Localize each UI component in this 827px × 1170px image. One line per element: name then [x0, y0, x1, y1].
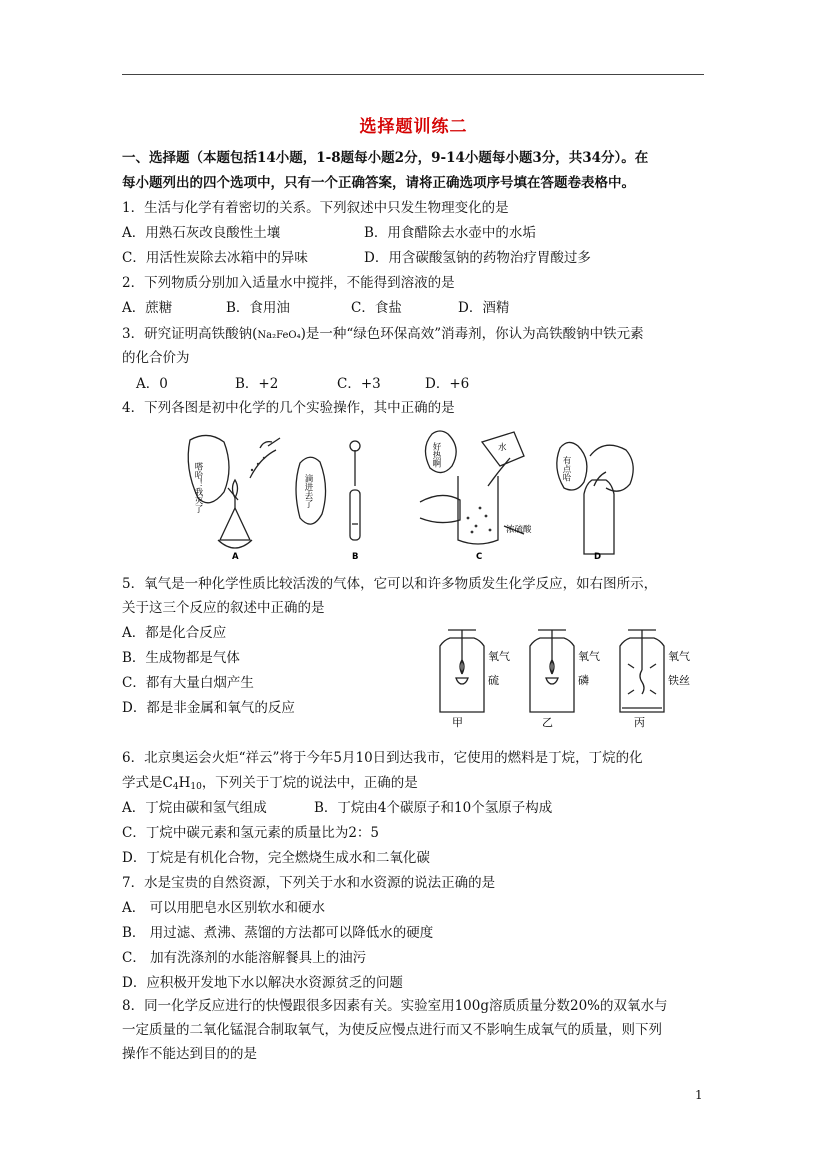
q7-option-d: D．应积极开发地下水以解决水资源贫乏的问题 [122, 975, 403, 991]
q1-option-c: C．用活性炭除去冰箱中的异味 [122, 250, 308, 266]
q3-stem [122, 324, 644, 346]
q7-option-a: A． 可以用肥皂水区别软水和硬水 [122, 900, 326, 916]
q7-stem: 7．水是宝贵的自然资源，下列关于水和水资源的说法正确的是 [122, 875, 496, 891]
q2-stem: 2．下列物质分别加入适量水中搅拌，不能得到溶液的是 [122, 275, 455, 291]
q6-stem-line1: 6．北京奥运会火炬“祥云”将于今年5月10日到达我市，它使用的燃料是丁烷，丁烷的化 [122, 750, 643, 766]
water-label: 水 [498, 443, 507, 453]
header-rule [122, 74, 704, 75]
q4-experiment-figure [180, 428, 650, 563]
oxygen-label-2: 氧气 [578, 650, 600, 663]
q4-stem: 4．下列各图是初中化学的几个实验操作，其中正确的是 [122, 400, 455, 416]
q6-option-a: A．丁烷由碳和氢气组成 [122, 800, 267, 816]
q6-stem2-post: ，下列关于丁烷的说法中，正确的是 [201, 775, 418, 791]
q3-formula: Na₂FeO₄ [257, 330, 301, 341]
bubble-a-text: 嗒哈！我灭了 [193, 462, 203, 513]
q6-options-row1 [122, 798, 552, 818]
iron-label: 铁丝 [668, 674, 690, 687]
q5-stem-line1: 5．氧气是一种化学性质比较活泼的气体，它可以和许多物质发生化学反应，如右图所示， [122, 576, 658, 592]
fig-label-b: B [352, 552, 359, 562]
q3-option-c: C．+3 [337, 376, 381, 392]
q6-option-b: B．丁烷由4个碳原子和10个氢原子构成 [314, 800, 553, 816]
jar-label-1: 甲 [452, 716, 463, 729]
page-number: 1 [695, 1088, 703, 1102]
fig-label-a: A [232, 552, 239, 562]
q3-stem-post: )是一种“绿色环保高效”消毒剂，你认为高铁酸钠中铁元素 [300, 326, 644, 342]
q6-sub-4: 4 [172, 782, 179, 792]
acid-label: 浓硫酸 [506, 525, 532, 535]
q1-option-b: B．用食醋除去水壶中的水垢 [364, 225, 536, 241]
q5-stem-line2: 关于这三个反应的叙述中正确的是 [122, 600, 325, 616]
q2-options [122, 298, 509, 318]
q3-options [136, 374, 469, 394]
q5-jars-figure [430, 620, 710, 730]
jar-label-2: 乙 [542, 716, 553, 729]
q3-stem-pre: 3．研究证明高铁酸钠( [122, 326, 258, 342]
phosphorus-label: 磷 [578, 674, 589, 687]
q3-option-b: B．+2 [235, 376, 279, 392]
section-heading-line2: 每小题列出的四个选项中，只有一个正确答案，请将正确选项序号填在答题卷表格中。 [122, 175, 635, 191]
q2-option-c: C．食盐 [351, 300, 402, 316]
q1-options-row1 [122, 223, 536, 243]
q6-option-c: C．丁烷中碳元素和氢元素的质量比为2：5 [122, 825, 380, 841]
oxygen-label-1: 氧气 [488, 650, 510, 663]
q5-option-b: B．生成物都是气体 [122, 650, 240, 666]
fig-label-c: C [476, 552, 483, 562]
q1-stem: 1．生活与化学有着密切的关系。下列叙述中只发生物理变化的是 [122, 200, 509, 216]
section-heading-line1: 一、选择题（本题包括14小题，1-8题每小题2分，9-14小题每小题3分，共34分）。在 [122, 150, 649, 166]
q2-option-a: A．蔗糖 [122, 300, 173, 316]
q5-option-c: C．都有大量白烟产生 [122, 675, 254, 691]
q2-option-d: D．酒精 [458, 300, 510, 316]
q6-stem2-pre: 学式是C [122, 775, 173, 791]
q6-stem2-h: H [178, 775, 191, 791]
page-title: 选择题训练二 [359, 117, 468, 137]
q1-options-row2 [122, 248, 591, 268]
q8-stem-line2: 一定质量的二氧化锰混合制取氧气，为使反应慢点进行而又不影响生成氧气的质量，则下列 [122, 1022, 662, 1038]
q8-stem-line1: 8．同一化学反应进行的快慢跟很多因素有关。实验室用100g溶质质量分数20%的双氧水与 [122, 998, 668, 1014]
q5-option-d: D．都是非金属和氧气的反应 [122, 700, 295, 716]
q1-option-d: D．用含碳酸氢钠的药物治疗胃酸过多 [364, 250, 591, 266]
q3-option-a: A．0 [136, 376, 168, 392]
fig-label-d: D [594, 552, 602, 562]
q3-stem-line2: 的化合价为 [122, 350, 190, 366]
q7-option-b: B． 用过滤、煮沸、蒸馏的方法都可以降低水的硬度 [122, 925, 434, 941]
bubble-d-text: 有点哈 [561, 456, 571, 482]
q6-stem-line2 [122, 773, 418, 797]
sulfur-label: 硫 [488, 674, 499, 687]
q6-option-d: D．丁烷是有机化合物，完全燃烧生成水和二氧化碳 [122, 850, 430, 866]
q2-option-b: B．食用油 [226, 300, 290, 316]
oxygen-label-3: 氧气 [668, 650, 690, 663]
q3-option-d: D．+6 [425, 376, 470, 392]
bubble-c-text: 好热啊 [431, 442, 441, 468]
q5-option-a: A．都是化合反应 [122, 625, 227, 641]
q8-stem-line3: 操作不能达到目的的是 [122, 1046, 257, 1062]
q1-option-a: A．用熟石灰改良酸性土壤 [122, 225, 281, 241]
jar-label-3: 丙 [634, 716, 645, 729]
q7-option-c: C． 加有洗涤剂的水能溶解餐具上的油污 [122, 950, 367, 966]
bubble-b-text: 滴进去了 [303, 474, 313, 508]
q6-sub-10: 10 [190, 782, 202, 792]
